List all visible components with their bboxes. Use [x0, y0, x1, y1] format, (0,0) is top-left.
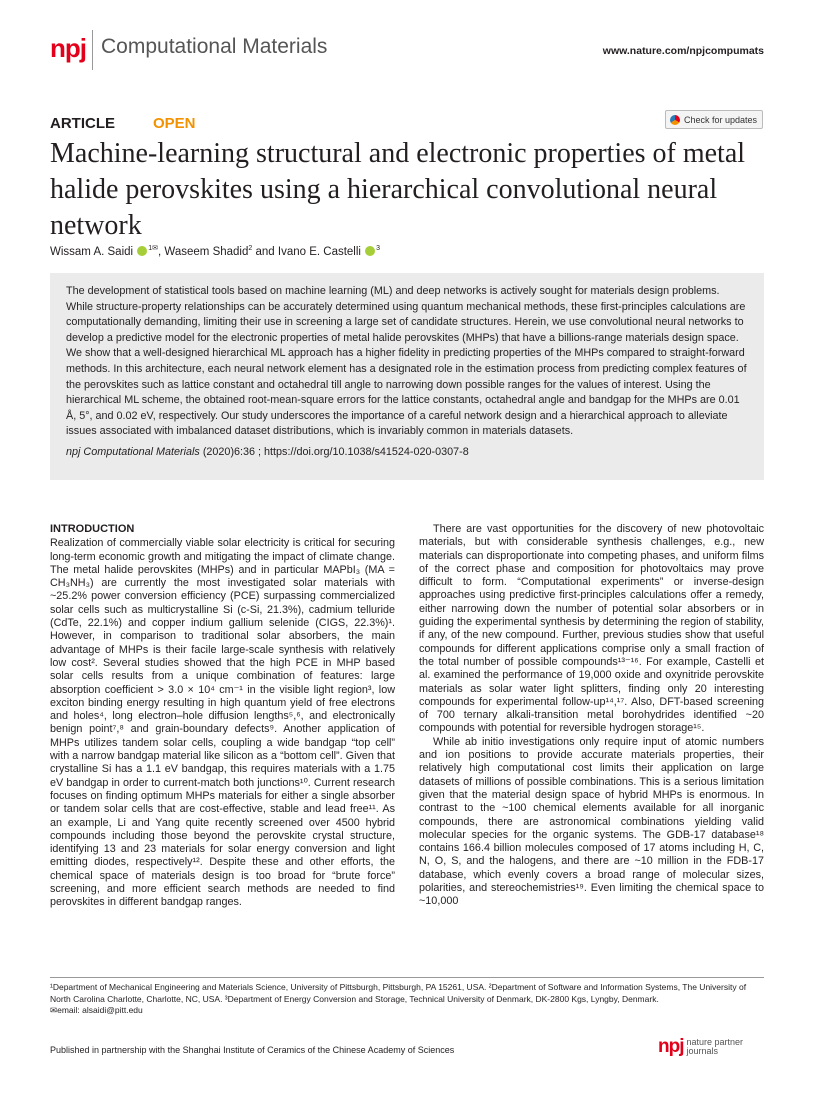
npj-mark: npj — [658, 1036, 684, 1057]
affiliations-footnote — [50, 982, 764, 1017]
open-access-label: OPEN — [153, 115, 196, 132]
affiliations-text: ¹Department of Mechanical Engineering and Materials Science, University of Pittsburgh, Pittsburgh, PA 15261, USA. ²Department of Software and Information Systems, The University of North Carolina Charlotte, Charlotte, NC, USA. ³Department of Energy Conversion and Storage, Technical University of Denmark, DK-2800 Kgs, Lyngby, Denmark. — [50, 982, 747, 1004]
author-name[interactable]: , Waseem Shadid — [158, 245, 249, 258]
body-paragraph: While ab initio investigations only require input of atomic numbers and ion positions to provide accurate materials properties, their relatively high computational cost limits their application on large datasets of millions of possible combinations. This is a serious limitation given that the material design space of hybrid MHPs is enormous. In contrast to the ~100 chemical elements available for all inorganic compounds, there are astronomical combinations yielding valid molecular species for the organic systems. The GDB-17 database¹⁸ contains 166.4 billion molecules composed of 17 atoms including H, C, N, O, S, and the halogens, and there are ~10 million in the FDB-17 database, which evenly covers a broad range of molecular sizes, polarities, and stereochemistries¹⁹. Even limiting the chemical space to ~10,000 — [419, 735, 764, 908]
citation-doi[interactable]: (2020)6:36 ; https://doi.org/10.1038/s41524-020-0307-8 — [199, 445, 469, 458]
orcid-icon[interactable] — [137, 246, 147, 256]
publisher-note: Published in partnership with the Shanghai Institute of Ceramics of the Chinese Academy of Sciences — [50, 1045, 455, 1055]
body-paragraph: Realization of commercially viable solar electricity is critical for securing long-term economic growth and mitigating the impact of climate change. The metal halide perovskites (MHPs) and in particular MAPbI₃ (MA = CH₃NH₃) are currently the most investigated solar materials with ~25.2% power conversion efficiency (PCE) surpassing commercialized solar cells such as multicrystalline Si (c-Si, 21.3%), cadmium telluride (CdTe, 22.1%) and copper indium gallium selenide (CIGS, 22.3%)¹. However, in comparison to traditional solar absorbers, the main advantage of MHPs is their facile large-scale synthesis with relatively low cost². Several studies showed that the high PCE in MHP based solar cells results from a unique combination of features: large absorption coefficient > 3.0 × 10⁴ cm⁻¹ in the visible light region³, low exciton binding energy resulting in high quantum yield of free electrons and holes⁴, long electron–hole diffusion lengths⁵,⁶, and electronically benign point⁷,⁸ and grain-boundary defects⁹. Another application of MHPs utilizes tandem solar cells, coupling a wide bandgap “top cell” with a narrow bandgap material like silicon as a “bottom cell”. Given that crystalline Si has a 1.1 eV bandgap, this requires materials with a 1.75 eV bandgap in order to current-match both junctions¹⁰. Current research focuses on finding optimum MHPs materials for either a single absorber or tandem solar cells that are cost-effective, stable and lead free¹¹. As an example, Li and Yang quite recently screened over 4500 hybrid compounds including those beyond the perovskite crystal structure, identifying 13 and 23 materials for solar energy conversion and light emitting diodes, respectively¹². Despite these and other efforts, the chemical space of materials design is too broad for “brute force” screening, and more efficient search methods are needed to find perovskites in different bandgap ranges. — [50, 537, 395, 909]
abstract-text: The development of statistical tools based on machine learning (ML) and deep networks is actively sought for materials design problems. While structure-property relationships can be accurately determined using quantum mechanical methods, these first-principles calculations are computationally demanding, limiting their use in screening a large set of candidate structures. Herein, we use convolutional neural networks to develop a predictive model for the electronic properties of metal halide perovskites (MHPs) that have a billions-range materials design space. We show that a well-designed hierarchical ML approach has a higher fidelity in predicting properties of the MHPs compared to straight-forward methods. In this architecture, each neural network element has a designated role in the estimation process from predicting complex features of the perovskites such as lattice constant and octahedral till angle to narrowing down possible ranges for the values of interest. Using the hierarchical ML scheme, the obtained root-mean-square errors for the lattice constants, octahedral angle and bandgap for the MHPs are 0.01 Å, 5°, and 0.02 eV, respectively. Our study underscores the importance of a careful network design and a hierarchical approach to alleviate issues associated with imbalanced dataset distributions, which is invariably common in materials datasets. — [66, 285, 747, 438]
author-name[interactable]: Wissam A. Saidi — [50, 245, 134, 258]
npj-logo-line1: nature partner — [686, 1037, 744, 1047]
npj-logo-line2: journals — [686, 1046, 719, 1056]
check-for-updates-label: Check for updates — [684, 114, 758, 125]
crossmark-icon — [670, 115, 680, 125]
citation-line — [66, 446, 748, 458]
journal-url[interactable]: www.nature.com/npjcompumats — [602, 45, 764, 57]
article-title: Machine-learning structural and electronic properties of metal halide perovskites using a hierarchical convolutional neural network — [50, 138, 746, 241]
logo-divider — [92, 30, 93, 70]
journal-name: Computational Materials — [101, 35, 328, 58]
npj-logo: npj — [50, 33, 86, 63]
check-for-updates-button[interactable] — [665, 110, 763, 129]
section-heading: INTRODUCTION — [50, 523, 135, 535]
article-type-label: ARTICLE — [50, 115, 115, 132]
left-column — [50, 523, 395, 910]
footnote-divider — [50, 977, 764, 978]
author-affiliation: 2 — [248, 245, 253, 252]
nature-partner-journals-logo — [658, 1036, 743, 1058]
corresponding-email[interactable]: ✉email: alsaidi@pitt.edu — [50, 1005, 143, 1015]
author-affiliation: 3 — [376, 245, 381, 252]
right-column — [419, 523, 764, 909]
citation-journal: npj Computational Materials — [66, 445, 200, 458]
npj-logo-text — [687, 1038, 744, 1056]
orcid-icon[interactable] — [365, 246, 375, 256]
author-affiliation: 1✉ — [148, 245, 159, 252]
abstract-box — [50, 273, 764, 480]
body-paragraph: There are vast opportunities for the discovery of new photovoltaic materials, but with considerable synthesis challenges, e.g., new materials can disproportionate into competing phases, and uniform films of the correct phase and composition for photovoltaics may prove difficult to form. “Computational experiments” or inverse-design approaches using predictive first-principles calculations offer a remedy, either narrowing down the number of potential solar absorbers or in guiding the experimental synthesis by determining the region of stability, if any, of the new compound. Further, previous studies show that useful compounds for different applications comprise only a small fraction of the total number of possible compounds¹³⁻¹⁶. For example, Castelli et al. examined the performance of 19,000 oxide and oxynitride perovskite materials as solar water light splitters, finding only 20 interesting compounds for experimental follow-up¹⁴,¹⁷. Also, DFT-based screening of 700 ternary alkali-transition metal borohydrides identified ~20 compounds with potential for reversible hydrogen storage¹⁵. — [419, 523, 764, 735]
author-list — [50, 244, 380, 258]
author-name[interactable]: and Ivano E. Castelli — [252, 245, 361, 258]
